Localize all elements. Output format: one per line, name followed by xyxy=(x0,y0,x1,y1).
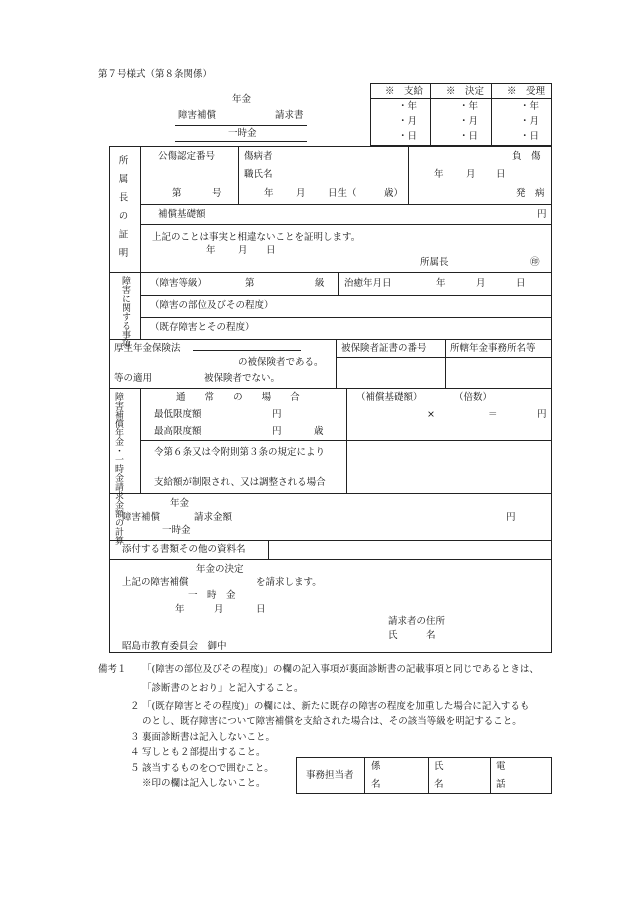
site-label: （障害の部位及びその程度） xyxy=(150,300,274,311)
request-month: 月 xyxy=(214,604,224,615)
amount-lump-sum: 一時金 xyxy=(162,525,191,536)
grade-dai: 第 xyxy=(245,278,255,289)
statement-day: 日 xyxy=(266,245,276,256)
cert-no-go: 号 xyxy=(212,188,222,199)
note-text: 写しとも２部提出すること。 xyxy=(142,747,266,758)
note-number: ２ xyxy=(130,701,140,712)
victim-label: 傷病者 xyxy=(244,151,273,162)
birth-year: 年 xyxy=(264,188,274,199)
birth-age: 歳） xyxy=(384,188,404,199)
restrict-text: 支給額が制限され、又は調整される場合 xyxy=(154,477,326,488)
job-name-label: 職氏名 xyxy=(244,169,273,180)
amount-yen: 円 xyxy=(506,512,516,523)
birth-day: 日生（ xyxy=(328,188,357,199)
onset-label: 発 病 xyxy=(516,188,545,199)
clerk-kakari: 係 xyxy=(371,761,381,772)
certify-side-label: 所属長の証明 xyxy=(116,155,128,266)
note-text: ※印の欄は記入しないこと。 xyxy=(142,778,266,789)
recipient: 昭島市教育委員会 御中 xyxy=(122,641,227,652)
office-date-month: ・月 xyxy=(459,116,479,127)
birth-month: 月 xyxy=(296,188,306,199)
note-text: 「(障害の部位及びその程度)」の欄の記入事項が裏面診断書の記載事項と同じであるときは、 xyxy=(142,664,539,675)
apply-text: 等の適用 xyxy=(114,373,153,384)
insured-text: の被保険者である。 xyxy=(238,357,324,368)
calc-multiple-label: （倍数） xyxy=(454,392,493,403)
office-date-year: ・年 xyxy=(520,101,540,112)
not-insured-text: 被保険者でない。 xyxy=(204,373,281,384)
healed-month: 月 xyxy=(476,278,486,289)
note-text: 該当するものを○で囲むこと。 xyxy=(142,763,274,774)
clerk-wa: 話 xyxy=(496,779,506,790)
cert-no-dai: 第 xyxy=(172,188,182,199)
request-day: 日 xyxy=(256,604,266,615)
note-number: ３ xyxy=(130,732,140,743)
office-date-day: ・日 xyxy=(520,131,540,142)
injury-label: 負 傷 xyxy=(512,151,541,162)
seal-mark: ㊞ xyxy=(530,257,540,268)
healed-label: 治癒年月日 xyxy=(344,278,392,289)
base-amount-label: 補償基礎額 xyxy=(158,209,206,220)
statement-year: 年 xyxy=(206,245,216,256)
office-date-day: ・日 xyxy=(398,131,418,142)
clerk-kakari-name: 名 xyxy=(371,779,381,790)
min-limit-label: 最低限度額 xyxy=(154,409,202,420)
clerk-label: 事務担当者 xyxy=(306,770,354,781)
clerk-den: 電 xyxy=(496,761,506,772)
injury-year: 年 xyxy=(434,169,444,180)
calc-result-yen: 円 xyxy=(537,409,547,420)
healed-year: 年 xyxy=(436,278,446,289)
office-date-day: ・日 xyxy=(459,131,479,142)
pension-law: 厚生年金保険法 xyxy=(114,343,181,354)
injury-month: 月 xyxy=(466,169,476,180)
base-amount-yen: 円 xyxy=(537,209,547,220)
disability-side-label: 障害に関する事項 xyxy=(120,276,130,348)
max-limit-label: 最高限度額 xyxy=(154,426,202,437)
rule6-text: 令第６条又は令附則第３条の規定により xyxy=(154,447,326,458)
equals-symbol: ＝ xyxy=(488,409,498,420)
amount-disability: 障害補償 xyxy=(122,512,161,523)
form-id: 第７号様式（第８条関係） xyxy=(98,69,213,80)
times-symbol: × xyxy=(427,409,435,420)
note-number: 備考１ xyxy=(98,664,127,675)
title-lump-sum: 一時金 xyxy=(228,128,257,139)
title-pension: 年金 xyxy=(232,94,252,105)
note-number: ４ xyxy=(130,747,140,758)
pension-office-name: 所轄年金事務所名等 xyxy=(450,343,536,354)
office-date-year: ・年 xyxy=(398,101,418,112)
clerk-shimei: 名 xyxy=(434,779,444,790)
cert-statement: 上記のことは事実と相違ないことを証明します。 xyxy=(152,232,361,243)
office-header-pay: ※ 支給 xyxy=(385,86,424,97)
cert-no-label: 公傷認定番号 xyxy=(158,151,216,162)
office-header-decide: ※ 決定 xyxy=(446,86,485,97)
request-lump-sum: 一 時 金 xyxy=(188,590,236,601)
note-text: 「(既存障害とその程度)」の欄には、新たに既存の障害の程度を加重した場合に記入するも xyxy=(142,701,530,712)
request-decision: 年金の決定 xyxy=(196,564,244,575)
existing-label: （既存障害とその程度） xyxy=(150,322,255,333)
office-date-month: ・月 xyxy=(398,116,418,127)
office-header-accept: ※ 受理 xyxy=(507,86,546,97)
note-number: ５ xyxy=(130,763,140,774)
max-limit-age: 歳 xyxy=(314,426,324,437)
healed-day: 日 xyxy=(516,278,526,289)
request-year: 年 xyxy=(175,604,185,615)
clerk-shi: 氏 xyxy=(434,761,444,772)
min-limit-yen: 円 xyxy=(272,409,282,420)
note-text: のとし、既存障害について障害補償を支給された場合は、その該当等級を明記すること。 xyxy=(142,716,522,727)
office-date-month: ・月 xyxy=(520,116,540,127)
grade-kyu: 級 xyxy=(315,278,325,289)
title-request: 請求書 xyxy=(275,110,304,121)
chief-label: 所属長 xyxy=(420,257,449,268)
request-text: を請求します。 xyxy=(256,577,322,588)
grade-label: （障害等級） xyxy=(150,278,208,289)
note-text: 「診断書のとおり」と記入すること。 xyxy=(142,683,304,694)
calc-side-label: 障害補償年金・一時金請求金額の計算 xyxy=(113,392,123,545)
max-limit-yen: 円 xyxy=(272,426,282,437)
amount-label: 請求金額 xyxy=(194,512,233,523)
request-disability: 上記の障害補償 xyxy=(122,577,189,588)
statement-month: 月 xyxy=(238,245,248,256)
injury-day: 日 xyxy=(496,169,506,180)
normal-case-label: 通 常 の 場 合 xyxy=(176,392,300,403)
insured-cert-no: 被保険者証書の番号 xyxy=(341,343,427,354)
calc-base-label: （補償基礎額） xyxy=(356,392,423,403)
requester-address: 請求者の住所 xyxy=(388,616,446,627)
title-disability-comp: 障害補償 xyxy=(178,110,217,121)
note-text: 裏面診断書は記入しないこと。 xyxy=(142,732,276,743)
requester-name: 氏 名 xyxy=(388,630,436,641)
attachments-label: 添付する書類その他の資料名 xyxy=(122,544,246,555)
amount-pension: 年金 xyxy=(170,498,190,509)
office-date-year: ・年 xyxy=(459,101,479,112)
